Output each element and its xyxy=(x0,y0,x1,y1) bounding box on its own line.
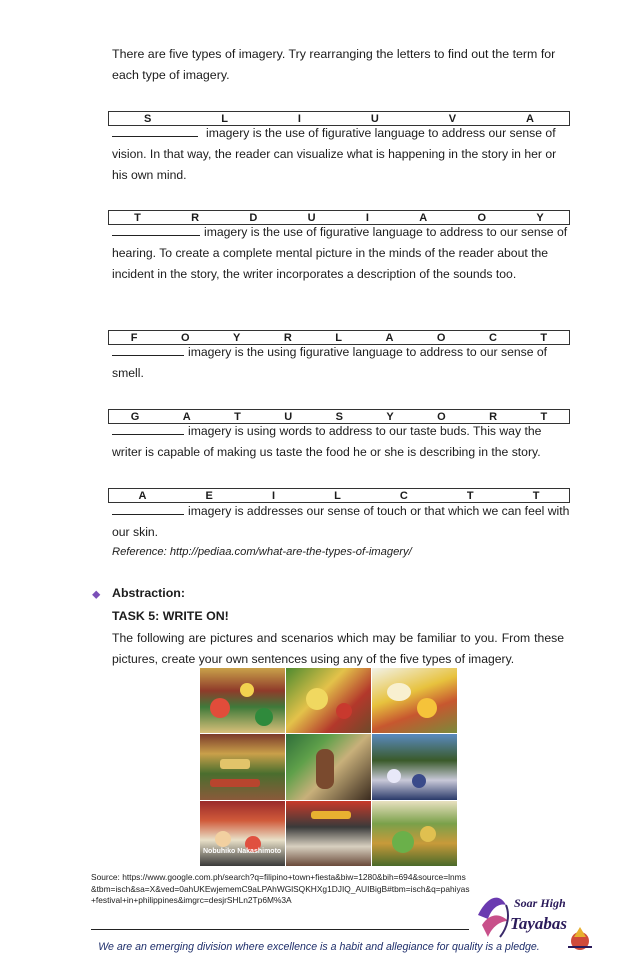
letter: L xyxy=(335,331,342,344)
letter: R xyxy=(191,211,200,224)
letter: I xyxy=(271,489,276,502)
letter: S xyxy=(335,410,343,423)
answer-blank[interactable] xyxy=(112,126,198,137)
letter: O xyxy=(477,211,487,224)
photo-tile xyxy=(200,734,285,799)
logo-text-top: Soar High xyxy=(514,896,566,910)
letter: Y xyxy=(233,331,241,344)
photo-tile xyxy=(286,668,371,733)
letter: T xyxy=(466,489,474,502)
task-heading: TASK 5: WRITE ON! xyxy=(112,609,229,623)
letter: T xyxy=(540,331,548,344)
footer-divider xyxy=(91,929,469,930)
photo-credit: Nobuhiko Nakashimoto xyxy=(203,848,282,855)
letter: O xyxy=(180,331,190,344)
definition-text: imagery is the using figurative language to address to our sense of smell. xyxy=(112,345,548,380)
letter: F xyxy=(130,331,138,344)
letter: U xyxy=(307,211,316,224)
photo-tile xyxy=(372,801,457,866)
photo-tile xyxy=(372,668,457,733)
source-citation: Source: https://www.google.com.ph/search?q=filipino+town+fiesta&biw=1280&bih=694&source=lnms&tbm=isch&sa=X&ved=0ahUKEwjememC9aLPAhWGlSQKHXg1DJIQ_AUIBigB#tbm=isch&q=pahiyas+festival+in+philippines&imgrc=desjrSHLn2Tp6M%3A xyxy=(91,872,470,905)
intro-paragraph: There are five types of imagery. Try rearranging the letters to find out the term for each type of imagery. xyxy=(112,47,556,82)
letter: A xyxy=(419,211,428,224)
letter: T xyxy=(540,410,548,423)
photo-tile xyxy=(200,801,285,866)
logo-text-bottom: Tayabas xyxy=(510,914,567,933)
letter: U xyxy=(370,112,379,125)
letter: L xyxy=(221,112,228,125)
letter: A xyxy=(526,112,534,125)
bullet-arrow-icon: ⬥ xyxy=(92,587,101,601)
letter: C xyxy=(399,489,408,502)
letter: A xyxy=(385,331,394,344)
letter: A xyxy=(138,489,147,502)
gustatory-imagery-paragraph xyxy=(112,421,572,463)
letter: O xyxy=(436,331,446,344)
reference-note: Reference: http://pediaa.com/what-are-the-types-of-imagery/ xyxy=(112,546,412,558)
definition-text: imagery is using words to address to our taste buds. This way the writer is capable of making us taste the food he or she is describing in the story. xyxy=(112,424,542,459)
letter: Y xyxy=(386,410,394,423)
photo-tile xyxy=(372,734,457,799)
letter: V xyxy=(448,112,457,125)
letter: I xyxy=(365,211,369,224)
letter: T xyxy=(532,489,540,502)
definition-text: imagery is addresses our sense of touch or that which we can feel with our skin. xyxy=(112,504,570,539)
definition-text: imagery is the use of figurative language to address our sense of vision. In that way, the reader can visualize what is happening in the story in her or his own mind. xyxy=(112,126,557,182)
letter: O xyxy=(437,410,446,423)
footer-motto: We are an emerging division where excellence is a habit and allegiance for quality is a pledge. xyxy=(98,941,540,953)
letter: T xyxy=(234,410,241,423)
letter: G xyxy=(130,410,140,423)
answer-blank[interactable] xyxy=(112,345,184,356)
answer-blank[interactable] xyxy=(112,504,184,515)
letter: C xyxy=(488,331,497,344)
task-instructions: The following are pictures and scenarios which may be familiar to you. From these pictures, create your own sentences using any of the five types of imagery. xyxy=(112,631,564,666)
letter: Y xyxy=(536,211,544,224)
auditory-imagery-paragraph xyxy=(112,222,572,285)
letter: L xyxy=(334,489,341,502)
letter: R xyxy=(283,331,292,344)
letter: U xyxy=(284,410,293,423)
definition-text: imagery is the use of figurative language to address to our sense of hearing. To create a complete mental picture in the minds of the reader about the incident in the story, the writer incorporates a description of the sounds too. xyxy=(112,225,568,281)
tactile-imagery-paragraph xyxy=(112,501,572,543)
abstraction-heading: Abstraction: xyxy=(112,586,185,600)
photo-tile xyxy=(286,734,371,799)
answer-blank[interactable] xyxy=(112,225,200,236)
olfactory-imagery-paragraph xyxy=(112,342,572,384)
letter: I xyxy=(297,112,301,125)
photo-tile xyxy=(200,668,285,733)
letter: R xyxy=(489,410,498,423)
answer-blank[interactable] xyxy=(112,424,184,435)
letter: A xyxy=(182,410,191,423)
letter: D xyxy=(249,211,258,224)
letter: S xyxy=(143,112,152,125)
festival-photo-collage xyxy=(200,668,457,866)
visual-imagery-paragraph xyxy=(112,123,572,186)
letter: E xyxy=(205,489,213,502)
photo-tile xyxy=(286,801,371,866)
letter: T xyxy=(134,211,141,224)
